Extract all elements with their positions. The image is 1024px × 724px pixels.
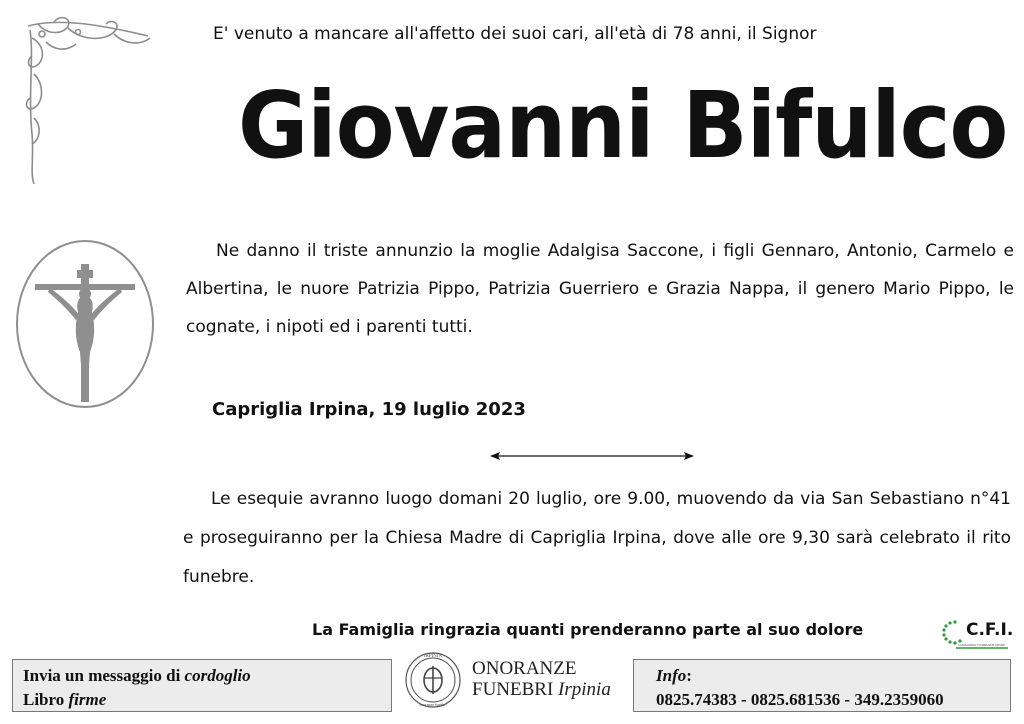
double-arrow-divider xyxy=(490,449,694,463)
announcement-body: Ne danno il triste annunzio la moglie Adalgisa Saccone, i figli Gennaro, Antonio, Carmelo e Albertina, le nuore Patrizia Pippo, Patrizia Guerriero e Grazia Nappa, il genero Mario Pippo, le cognate, i nipoti ed i parenti tutti. xyxy=(186,241,1014,337)
logo-line2: FUNEBRI xyxy=(472,679,559,700)
guestbook-italic: firme xyxy=(68,690,107,709)
onoranze-emblem-icon xyxy=(404,648,462,710)
info-box xyxy=(633,659,1011,712)
guestbook-text: Libro xyxy=(23,690,69,709)
condolence-box[interactable] xyxy=(12,659,392,712)
funeral-details xyxy=(183,480,1011,597)
emblem-top-text: IRPINIA xyxy=(423,654,443,659)
cfi-logo-subtitle: CONSORZIO FUNERARIE IRPINE xyxy=(958,643,1006,647)
condolence-link[interactable] xyxy=(23,664,381,688)
logo-line2-italic: Irpinia xyxy=(558,679,611,700)
intro-text: E' venuto a mancare all'affetto dei suoi cari, all'età di 78 anni, il Signor xyxy=(213,24,817,44)
onoranze-logo-text xyxy=(472,658,611,700)
info-label: Info xyxy=(656,666,687,685)
thanks-line: La Famiglia ringrazia quanti prenderanno parte al suo dolore xyxy=(312,620,864,639)
announcement-text xyxy=(186,232,1014,346)
emblem-bottom-text: onoranze funebri xyxy=(419,702,447,707)
cfi-logo-text: C.F.I. xyxy=(966,620,1014,640)
guestbook-link[interactable] xyxy=(23,688,381,712)
condolence-text: Invia un messaggio di xyxy=(23,666,185,685)
funeral-body: Le esequie avranno luogo domani 20 luglio, ore 9.00, muovendo da via San Sebastiano n°41 e proseguiranno per la Chiesa Madre di Capriglia Irpina, dove alle ore 9,30 sarà celebrato il rito funebre. xyxy=(183,489,1011,587)
logo-line1: ONORANZE xyxy=(472,658,577,679)
deceased-name: Giovanni Bifulco xyxy=(238,72,1008,179)
condolence-italic: cordoglio xyxy=(184,666,251,685)
phone-numbers[interactable]: 0825.74383 - 0825.681536 - 349.2359060 xyxy=(656,690,944,709)
crucifix-icon xyxy=(14,238,156,410)
place-date: Capriglia Irpina, 19 luglio 2023 xyxy=(212,399,526,420)
corner-ornament-icon xyxy=(18,14,158,189)
info-colon: : xyxy=(686,666,692,685)
